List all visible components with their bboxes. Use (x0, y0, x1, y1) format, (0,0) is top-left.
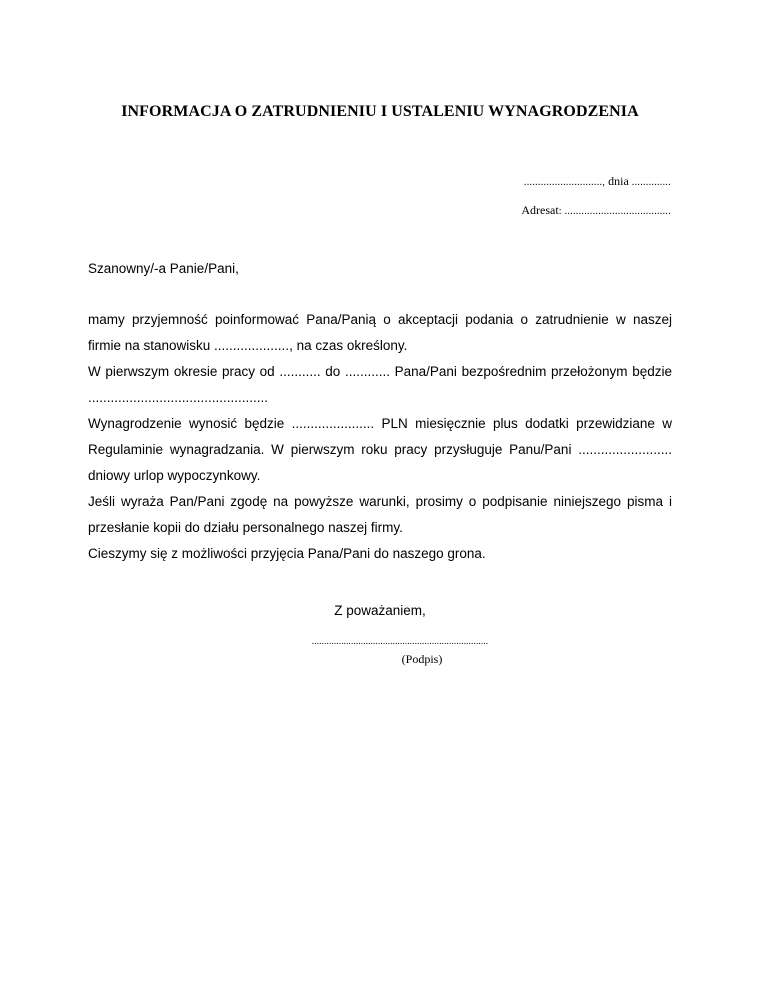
addressee-label: Adresat (521, 203, 559, 217)
date-label: dnia (605, 174, 632, 188)
place-placeholder: ............................, (523, 177, 606, 188)
paragraph-supervisor: W pierwszym okresie pracy od ........... do ............ Pana/Pani bezpośrednim przełożonym będzie ................................................ (88, 364, 672, 405)
document-title: INFORMACJA O ZATRUDNIENIU I USTALENIU WYNAGRODZENIA (121, 103, 639, 120)
paragraph-welcome: Cieszymy się z możliwości przyjęcia Pana/Pani do naszego grona. (88, 546, 486, 561)
letter-body (88, 307, 672, 567)
salutation: Szanowny/-a Panie/Pani, (88, 261, 239, 276)
place-date-line (524, 174, 671, 189)
paragraph-salary: Wynagrodzenie wynosić będzie ...................... PLN miesięcznie plus dodatki przewidziane w Regulaminie wynagradzania. W pierwszym roku pracy przysługuje Panu/Pani ......................... dniowy urlop wypoczynkowy. (88, 416, 672, 483)
date-placeholder: .............. (631, 177, 671, 188)
addressee-colon: : (558, 206, 565, 217)
signature-line: ........................................................................ (311, 636, 489, 646)
addressee-placeholder: ...................................... (564, 206, 671, 217)
paragraph-consent: Jeśli wyraża Pan/Pani zgodę na powyższe warunki, prosimy o podpisanie niniejszego pisma i przesłanie kopii do działu personalnego naszej firmy. (88, 494, 672, 535)
paragraph-acceptance: mamy przyjemność poinformować Pana/Panią o akceptacji podania o zatrudnienie w naszej firmie na stanowisku ...................., na czas określony. (88, 312, 672, 353)
closing-phrase: Z poważaniem, (334, 603, 426, 618)
addressee-line (521, 203, 671, 218)
signature-label: (Podpis) (401, 652, 443, 666)
